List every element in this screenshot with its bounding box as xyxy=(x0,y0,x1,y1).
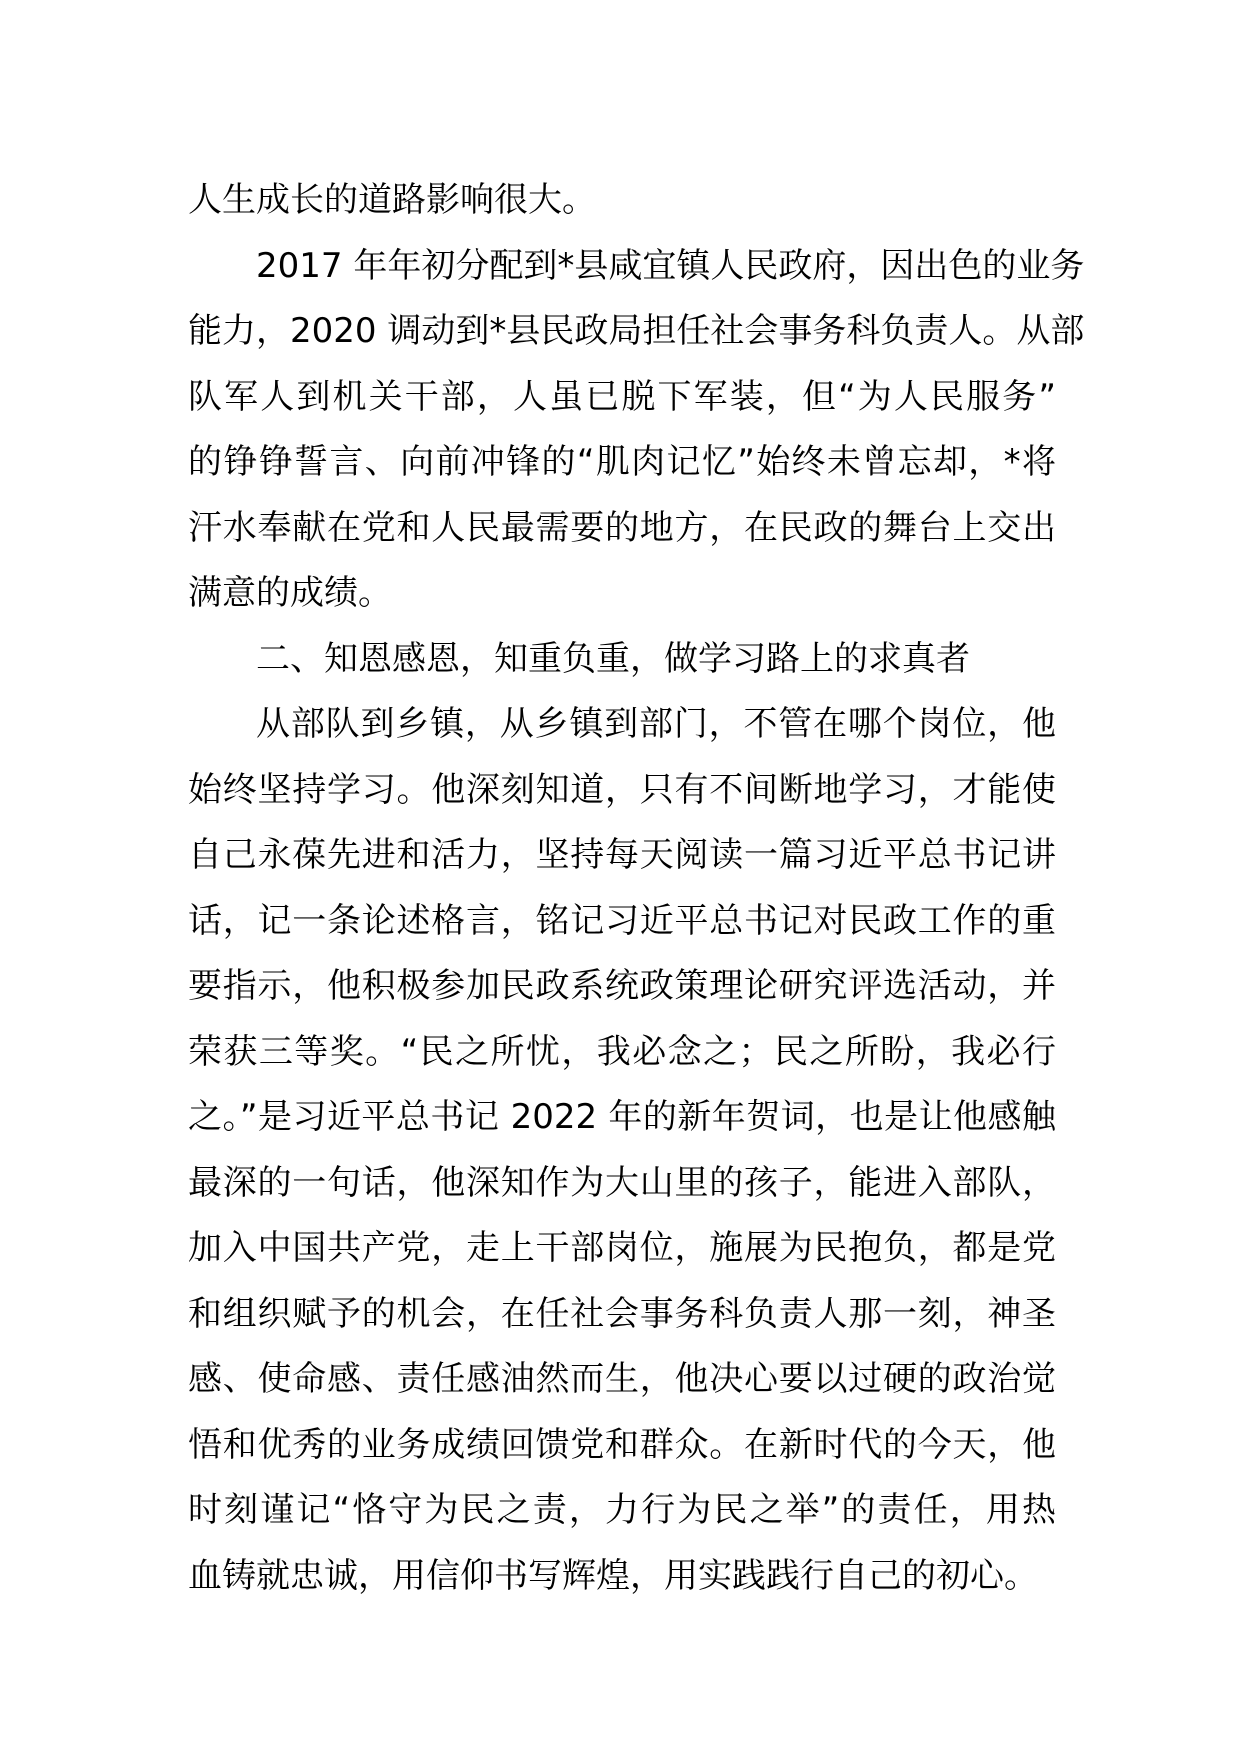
text-line: 和组织赋予的机会，在任社会事务科负责人那一刻，神圣 xyxy=(188,1293,1056,1334)
text-line: 队军人到机关干部，人虽已脱下军装，但“为人民服务” xyxy=(188,376,1056,417)
text-line: 人生成长的道路影响很大。 xyxy=(188,180,596,220)
text-line: 从部队到乡镇，从乡镇到部门，不管在哪个岗位，他 xyxy=(256,704,1056,744)
text-line: 悟和优秀的业务成绩回馈党和群众。在新时代的今天，他 xyxy=(188,1424,1056,1465)
text-line: 荣获三等奖。“民之所忧，我必念之；民之所盼，我必行 xyxy=(188,1031,1056,1072)
text-line: 能力，2020 调动到*县民政局担任社会事务科负责人。从部 xyxy=(188,311,1085,351)
text-line: 要指示，他积极参加民政系统政策理论研究评选活动，并 xyxy=(188,966,1056,1006)
text-line: 自己永葆先进和活力，坚持每天阅读一篇习近平总书记讲 xyxy=(188,835,1056,875)
text-line: 汗水奉献在党和人民最需要的地方，在民政的舞台上交出 xyxy=(188,507,1056,548)
text-line: 时刻谨记“恪守为民之责，力行为民之举”的责任，用热 xyxy=(188,1490,1056,1530)
text-line: 血铸就忠诚，用信仰书写辉煌，用实践践行自己的初心。 xyxy=(188,1555,1038,1596)
text-line: 之。”是习近平总书记 2022 年的新年贺词，也是让他感触 xyxy=(188,1097,1056,1137)
text-line: 始终坚持学习。他深刻知道，只有不间断地学习，才能使 xyxy=(188,769,1056,810)
text-line: 感、使命感、责任感油然而生，他决心要以过硬的政治觉 xyxy=(188,1359,1056,1399)
text-line: 最深的一句话，他深知作为大山里的孩子，能进入部队， xyxy=(188,1162,1056,1203)
section-heading: 二、知恩感恩，知重负重，做学习路上的求真者 xyxy=(256,638,970,679)
text-line: 的铮铮誓言、向前冲锋的“肌肉记忆”始终未曾忘却，*将 xyxy=(188,442,1056,482)
text-line: 满意的成绩。 xyxy=(188,573,392,613)
document-body xyxy=(188,168,1085,1609)
text-line: 话，记一条论述格言，铭记习近平总书记对民政工作的重 xyxy=(188,900,1056,941)
text-line: 加入中国共产党，走上干部岗位，施展为民抱负，都是党 xyxy=(188,1228,1056,1268)
text-line: 2017 年年初分配到*县咸宜镇人民政府，因出色的业务 xyxy=(256,245,1085,286)
